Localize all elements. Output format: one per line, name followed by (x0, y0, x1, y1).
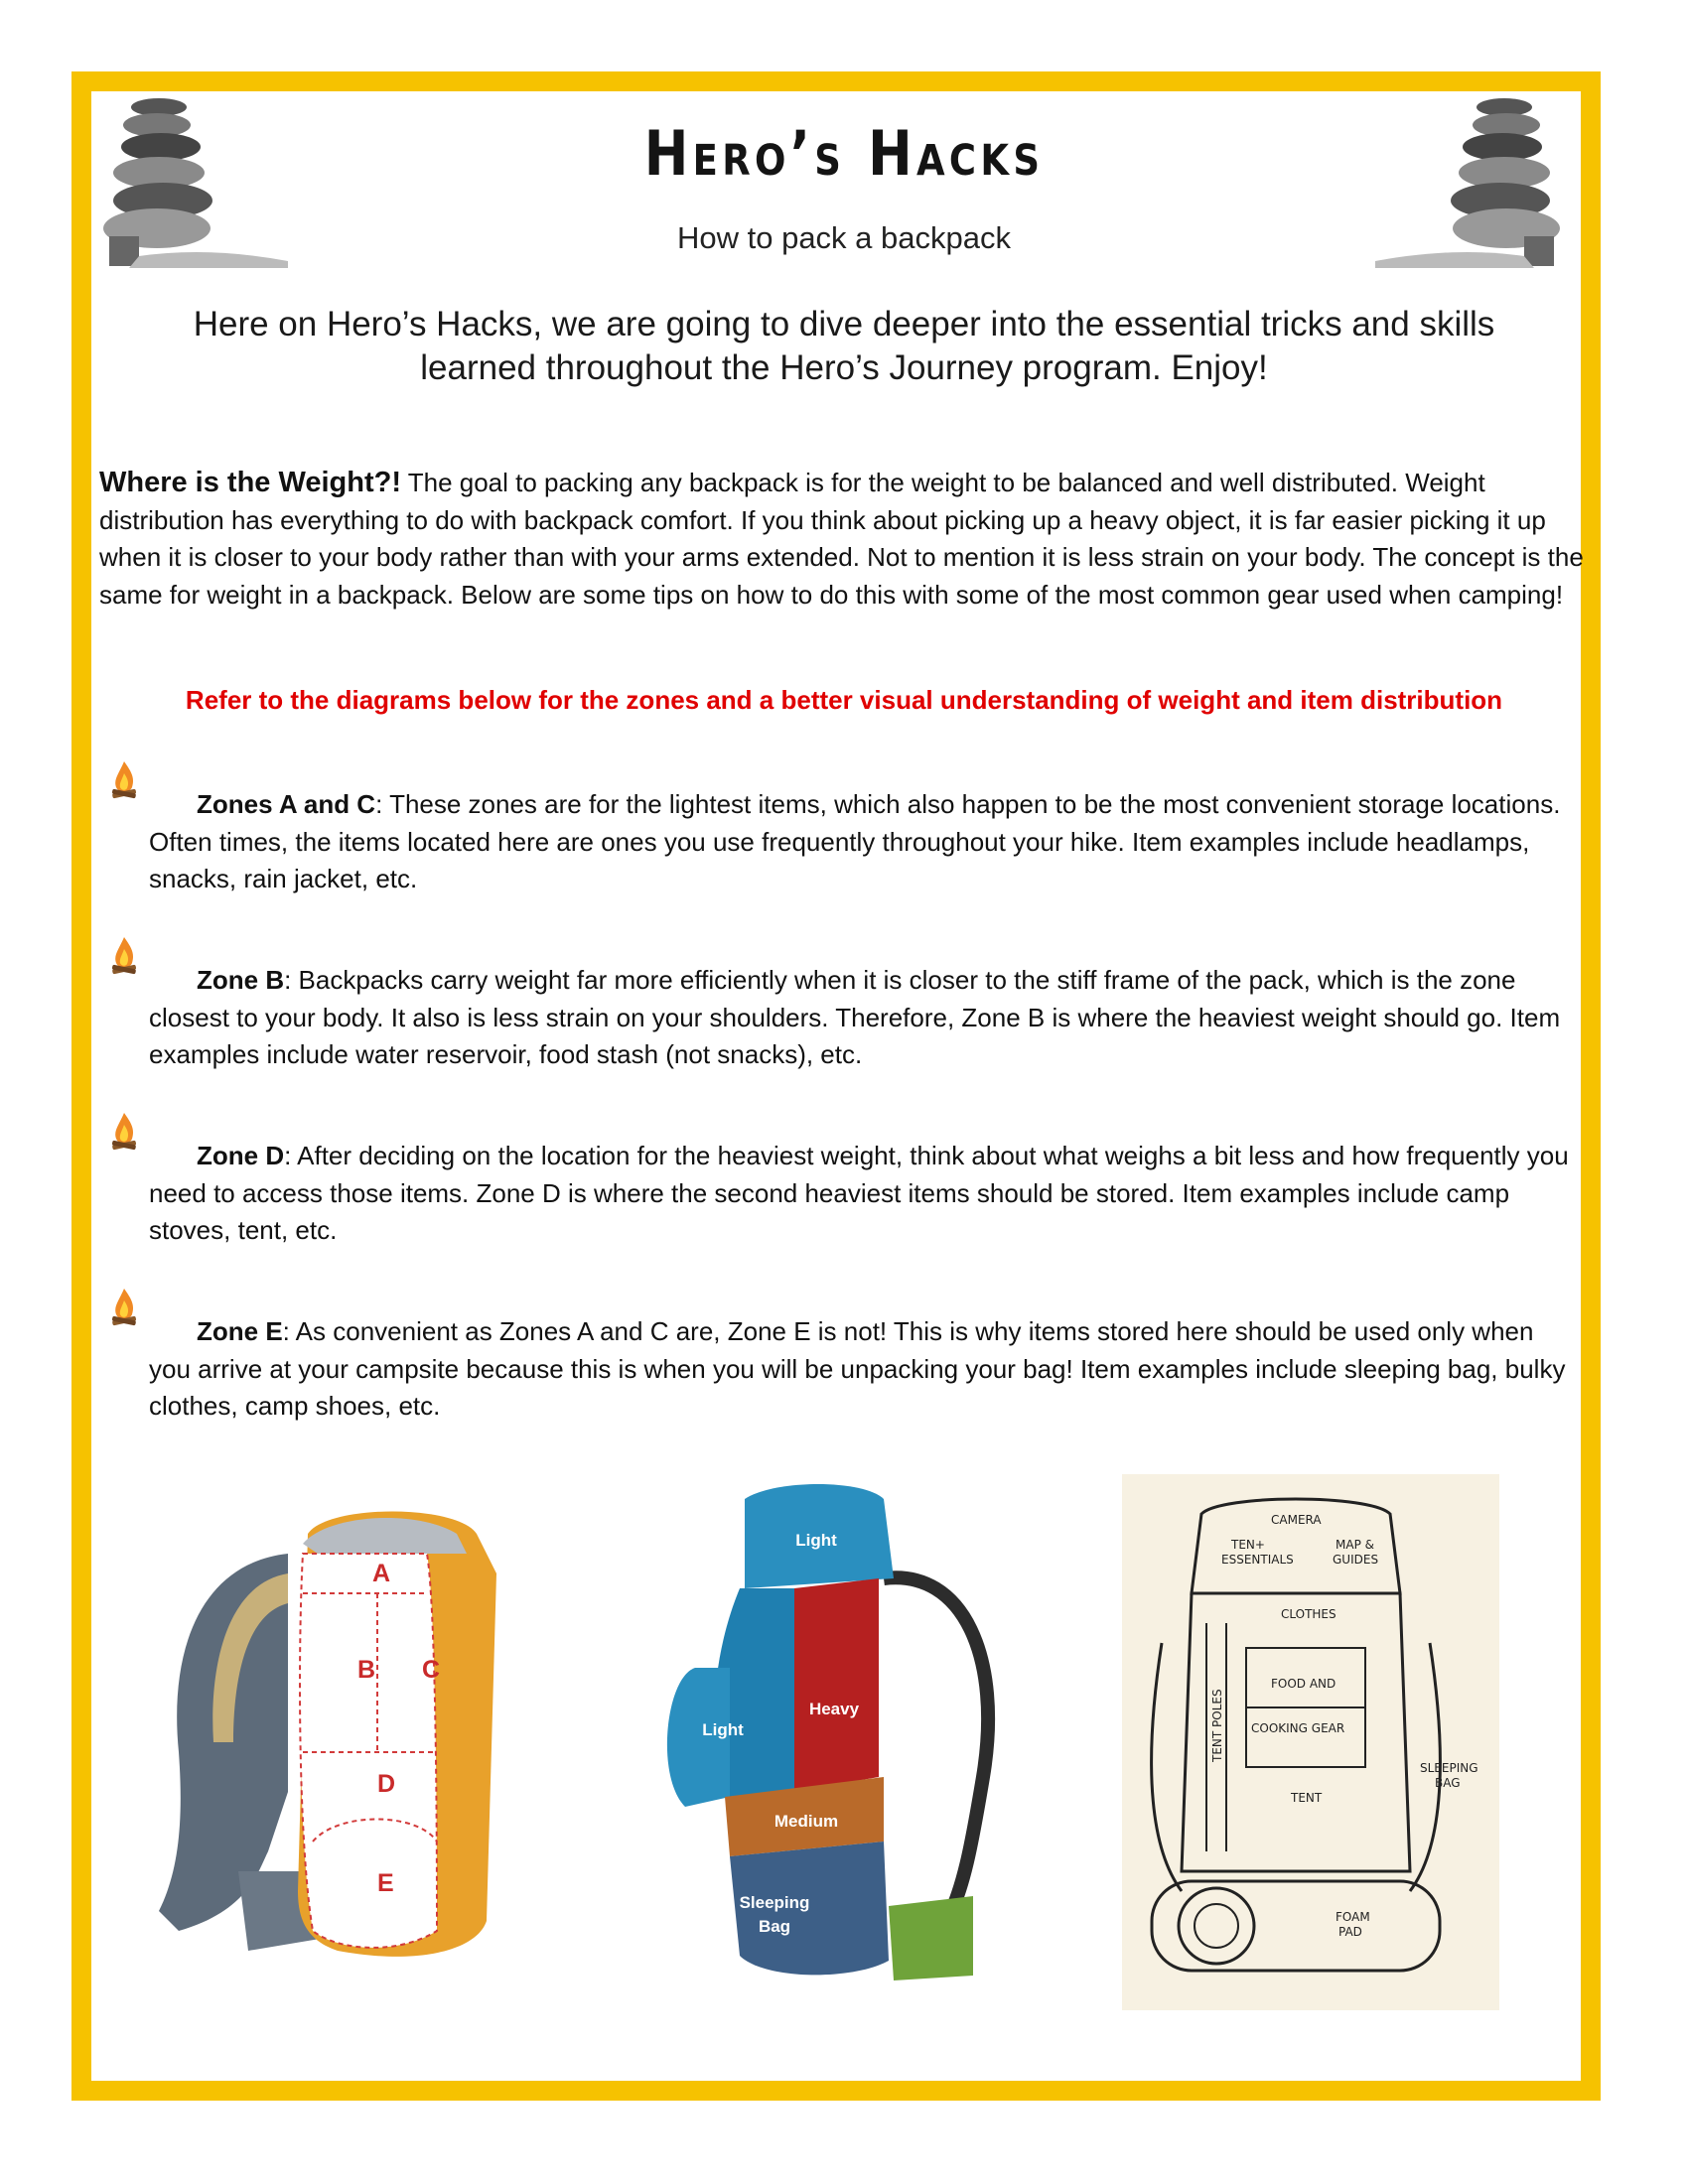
zone-item-d (149, 1138, 1569, 1250)
label-sleeping-bag-1: Sleeping (739, 1893, 810, 1912)
zone-text: : After deciding on the location for the heaviest weight, think about what weighs a bit less and how frequently you need to access those items. Zone D is where the second heaviest items should be stored. Item examples include camp stoves, tent, etc. (149, 1141, 1569, 1245)
weight-section-text: The goal to packing any backpack is for the weight to be balanced and well distributed. Weight distribution has everything to do with backpack comfort. If you think about picking up a heavy object, it is far easier picking it up when it is closer to your body rather than with your arms extended. Not to mention it is less strain on your body. The concept is the same for weight in a backpack. Below are some tips on how to do this with some of the most common gear used when camping! (99, 468, 1584, 610)
label-heavy: Heavy (808, 1700, 860, 1718)
sketch-label-map: MAP & (1336, 1538, 1374, 1552)
sketch-label-sleeping: SLEEPING (1420, 1761, 1478, 1775)
zone-letter-d: D (377, 1770, 396, 1798)
campfire-icon (109, 757, 139, 801)
sketch-label-pad: PAD (1338, 1925, 1362, 1939)
zone-item-e (149, 1313, 1569, 1426)
sketch-label-food: FOOD AND (1271, 1677, 1336, 1691)
zone-label: Zone E (197, 1316, 283, 1346)
sketch-label-ten: TEN+ (1231, 1538, 1265, 1552)
campfire-icon (109, 933, 139, 977)
zone-text: : These zones are for the lightest items, which also happen to be the most convenient storage locations. Often times, the items located here are ones you use frequently throughout your hike. Item examples include headlamps, snacks, rain jacket, etc. (149, 789, 1561, 893)
sketch-label-tent-poles: TENT POLES (1210, 1689, 1224, 1762)
sketch-label-bag: BAG (1435, 1776, 1461, 1790)
zone-label: Zones A and C (197, 789, 376, 819)
label-sleeping-bag-2: Bag (758, 1917, 791, 1936)
intro-paragraph: Here on Hero’s Hacks, we are going to dive deeper into the essential tricks and skills learned throughout the Hero’s Journey program. Enjoy! (193, 305, 1495, 387)
label-light-side: Light (702, 1720, 744, 1739)
zone-label: Zone D (197, 1141, 285, 1170)
sketch-label-camera: CAMERA (1271, 1513, 1322, 1527)
campfire-icon (109, 1109, 139, 1153)
refer-note: Refer to the diagrams below for the zones and a better visual understanding of weight and item distribution (185, 685, 1503, 715)
sketch-label-guides: GUIDES (1333, 1553, 1379, 1567)
sketch-label-clothes: CLOTHES (1281, 1607, 1336, 1621)
zone-letter-b: B (357, 1656, 376, 1684)
sketch-label-foam: FOAM (1336, 1910, 1370, 1924)
zone-letter-c: C (422, 1656, 441, 1684)
page-title: Hero’s Hacks (643, 117, 1045, 190)
page-subtitle: How to pack a backpack (676, 220, 1011, 255)
label-light-top: Light (795, 1531, 837, 1550)
zone-letter-e: E (377, 1869, 394, 1897)
weight-section (99, 465, 1589, 614)
backpack-weight-diagram (645, 1479, 1023, 1995)
zone-text: : As convenient as Zones A and C are, Zone E is not! This is why items stored here should be used only when you arrive at your campsite because this is when you will be unpacking your bag! Item examples include sleeping bag, bulky clothes, camp shoes, etc. (149, 1316, 1566, 1421)
sketch-label-essentials: ESSENTIALS (1221, 1553, 1294, 1567)
campfire-icon (109, 1285, 139, 1328)
zone-item-a-c (149, 786, 1569, 898)
zone-label: Zone B (197, 965, 285, 995)
backpack-sketch-diagram (1122, 1474, 1499, 2010)
sketch-label-tent: TENT (1291, 1791, 1323, 1805)
weight-section-heading: Where is the Weight?! (99, 467, 401, 498)
backpack-zones-diagram (139, 1494, 516, 1971)
zone-item-b (149, 962, 1569, 1074)
zone-text: : Backpacks carry weight far more efficiently when it is closer to the stiff frame of the pack, which is the zone closest to your body. It also is less strain on your shoulders. Therefore, Zone B is where the heaviest weight should go. Item examples include water reservoir, food stash (not snacks), etc. (149, 965, 1561, 1069)
sketch-label-cooking: COOKING GEAR (1251, 1721, 1345, 1735)
zone-letter-a: A (372, 1560, 391, 1587)
label-medium: Medium (774, 1812, 839, 1831)
